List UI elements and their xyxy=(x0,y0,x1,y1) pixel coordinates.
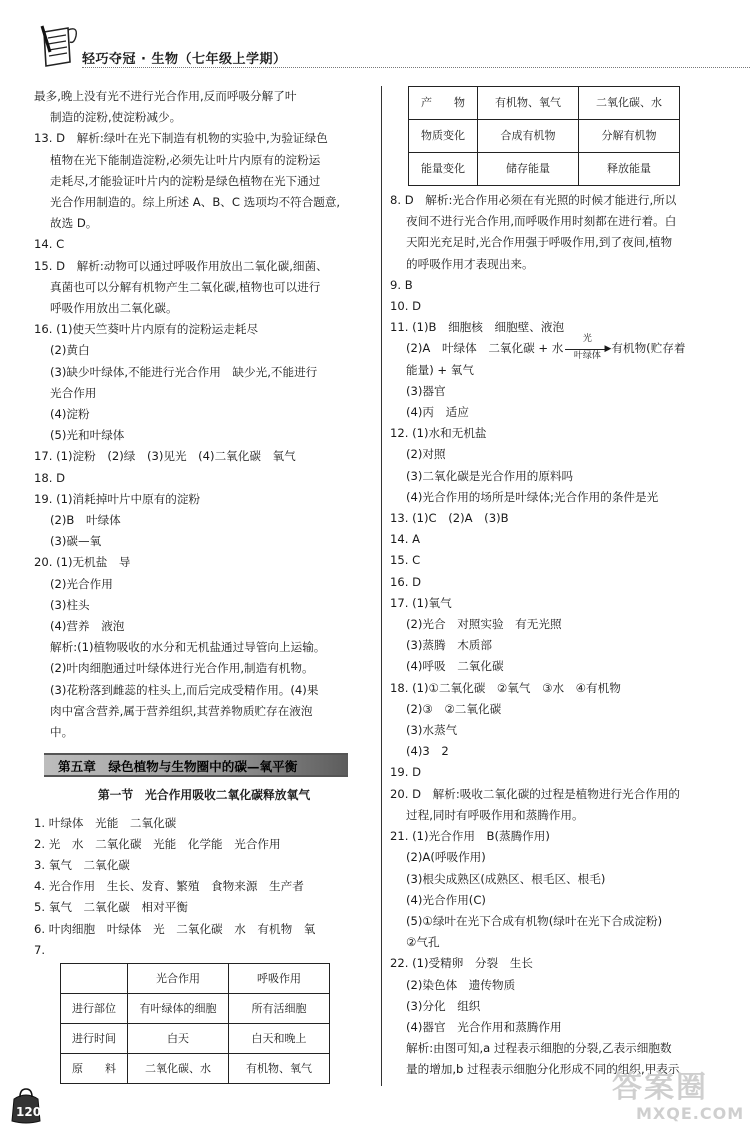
answer-line: 夜间不进行光合作用,而呼吸作用时刻都在进行着。白 xyxy=(406,214,677,229)
comparison-table-continued xyxy=(408,86,680,186)
answer-line: 15. C xyxy=(390,553,421,568)
answer-line: 14. C xyxy=(34,237,65,252)
answer-line: (3)碳—氧 xyxy=(50,534,102,549)
watermark-text: 答案圈 xyxy=(612,1070,708,1105)
answer-line: 量的增加,b 过程表示细胞分化形成不同的组织,甲表示 xyxy=(406,1062,680,1077)
table-row xyxy=(409,153,680,186)
equation-line xyxy=(390,333,735,361)
answer-line: (2)黄白 xyxy=(50,343,90,358)
page-number-badge xyxy=(6,1085,46,1125)
answer-line: 肉中富含营养,属于营养组织,其营养物质贮存在液泡 xyxy=(50,703,313,718)
answer-line: 13. (1)C (2)A (3)B xyxy=(390,511,509,526)
answer-line: (3)柱头 xyxy=(50,597,90,612)
watermark xyxy=(606,1062,746,1130)
table-row xyxy=(61,1023,330,1053)
answer-line: (3)器官 xyxy=(406,383,446,398)
answer-line: 8. D 解析:光合作用必须在有光照的时候才能进行,所以 xyxy=(390,193,677,207)
answer-line: 故选 D。 xyxy=(50,216,98,231)
answer-line: 走耗尽,才能验证叶片内的淀粉是绿色植物在光下通过 xyxy=(50,173,321,188)
table-cell: 二氧化碳、水 xyxy=(128,1053,229,1083)
answer-line: 10. D xyxy=(390,299,422,314)
answer-line: 植物在光下能制造淀粉,必须先让叶片内原有的淀粉运 xyxy=(50,152,321,167)
equation-suffix: 有机物(贮存着 xyxy=(611,341,686,356)
answer-line: 光合作用 xyxy=(50,385,97,400)
answer-line: 3. 氧气 二氧化碳 xyxy=(34,857,130,872)
answer-line: 呼吸作用放出二氧化碳。 xyxy=(50,301,178,316)
table-cell: 有机物、氧气 xyxy=(229,1053,330,1083)
table-cell: 原 料 xyxy=(61,1053,128,1083)
answer-line: 16. D xyxy=(390,574,422,589)
section-heading: 第一节 光合作用吸收二氧化碳释放氧气 xyxy=(97,788,311,803)
answer-line: 6. 叶肉细胞 叶绿体 光 二氧化碳 水 有机物 氧 xyxy=(34,921,316,936)
answer-line: (3)蒸腾 木质部 xyxy=(406,638,492,653)
answer-line: 21. (1)光合作用 B(蒸腾作用) xyxy=(390,829,550,844)
answer-line: 17. (1)氧气 xyxy=(390,595,452,610)
answer-line: 中。 xyxy=(50,725,74,740)
equation-prefix: (2)A 叶绿体 二氧化碳 + 水 xyxy=(406,341,564,356)
answer-line: 16. (1)使天竺葵叶片内原有的淀粉运走耗尽 xyxy=(34,322,259,337)
table-row xyxy=(409,87,680,120)
left-answers-bottom xyxy=(34,813,374,961)
column-divider xyxy=(381,86,382,1086)
answer-line: 天阳光充足时,光合作用强于呼吸作用,到了夜间,植物 xyxy=(406,235,673,250)
answer-line: 13. D 解析:绿叶在光下制造有机物的实验中,为验证绿色 xyxy=(34,131,328,146)
answer-line: (4)丙 适应 xyxy=(406,405,469,420)
book-title: 轻巧夺冠 · 生物（七年级上学期） xyxy=(82,52,287,67)
answer-line: 12. (1)水和无机盐 xyxy=(390,426,487,441)
table-cell: 有机物、氧气 xyxy=(478,87,579,120)
answer-line: 9. B xyxy=(390,277,413,292)
table-header-row xyxy=(61,963,330,993)
page-number: 120 xyxy=(16,1105,42,1119)
arrow-condition-bottom: 叶绿体 xyxy=(573,350,601,361)
page-header xyxy=(38,22,368,70)
answer-line: (4)淀粉 xyxy=(50,407,90,422)
equation-continuation: 能量) + 氧气 xyxy=(406,362,474,377)
table-cell: 白天 xyxy=(128,1023,229,1053)
answer-line: 7. xyxy=(34,942,46,957)
answer-line: 14. A xyxy=(390,532,421,547)
table-cell: 能量变化 xyxy=(409,153,478,186)
answer-line: 15. D 解析:动物可以通过呼吸作用放出二氧化碳,细菌、 xyxy=(34,258,328,273)
header-rule xyxy=(82,67,750,68)
reaction-arrow-icon: 光 ▶ 叶绿体 xyxy=(565,342,609,356)
answer-line: 2. 光 水 二氧化碳 光能 化学能 光合作用 xyxy=(34,836,281,851)
answer-line: 光合作用制造的。综上所述 A、B、C 选项均不符合题意, xyxy=(50,195,341,210)
table-cell: 光合作用 xyxy=(128,963,229,993)
table-cell xyxy=(61,963,128,993)
answer-line: 17. (1)淀粉 (2)绿 (3)见光 (4)二氧化碳 氧气 xyxy=(34,449,296,464)
answer-line: (2)叶肉细胞通过叶绿体进行光合作用,制造有机物。 xyxy=(50,661,314,676)
answer-line: (5)①绿叶在光下合成有机物(绿叶在光下合成淀粉) xyxy=(406,913,663,928)
answer-line: 制造的淀粉,使淀粉减少。 xyxy=(50,110,182,125)
left-column xyxy=(34,86,374,1084)
table-row xyxy=(409,120,680,153)
answer-line: (2)③ ②二氧化碳 xyxy=(406,701,502,716)
answer-line: (4)营养 液泡 xyxy=(50,619,125,634)
answer-line: (2)A(呼吸作用) xyxy=(406,850,486,865)
table-cell: 进行部位 xyxy=(61,993,128,1023)
table-cell: 白天和晚上 xyxy=(229,1023,330,1053)
answer-line: 18. (1)①二氧化碳 ②氧气 ③水 ④有机物 xyxy=(390,680,621,695)
table-cell: 有叶绿体的细胞 xyxy=(128,993,229,1023)
answer-line: (5)光和叶绿体 xyxy=(50,428,125,443)
answer-line: 19. D xyxy=(390,765,422,780)
answer-line: (4)光合作用的场所是叶绿体;光合作用的条件是光 xyxy=(406,489,659,504)
answer-line: ②气孔 xyxy=(406,935,440,950)
answer-line: 19. (1)消耗掉叶片中原有的淀粉 xyxy=(34,491,201,506)
answer-line: 的呼吸作用才表现出来。 xyxy=(406,256,534,271)
answer-line: 1. 叶绿体 光能 二氧化碳 xyxy=(34,815,177,830)
answer-line: 5. 氧气 二氧化碳 相对平衡 xyxy=(34,900,188,915)
answer-line: (3)花粉落到雌蕊的柱头上,而后完成受精作用。(4)果 xyxy=(50,682,319,697)
answer-line: (3)二氧化碳是光合作用的原料吗 xyxy=(406,468,574,483)
comparison-table-7 xyxy=(60,963,330,1084)
right-answers-b xyxy=(390,381,735,1081)
answer-line: (3)缺少叶绿体,不能进行光合作用 缺少光,不能进行 xyxy=(50,364,318,379)
answer-line: 18. D xyxy=(34,470,66,485)
arrow-condition-top: 光 xyxy=(582,333,592,344)
answer-line: (4)呼吸 二氧化碳 xyxy=(406,659,504,674)
watermark-url: MXQE.COM xyxy=(636,1104,745,1123)
answer-line: 22. (1)受精卵 分裂 生长 xyxy=(390,956,533,971)
table-cell: 二氧化碳、水 xyxy=(579,87,680,120)
answer-line: (2)对照 xyxy=(406,447,446,462)
answer-line: (3)根尖成熟区(成熟区、根毛区、根毛) xyxy=(406,871,606,886)
answer-line: (4)器官 光合作用和蒸腾作用 xyxy=(406,1019,562,1034)
answer-line: 4. 光合作用 生长、发育、繁殖 食物来源 生产者 xyxy=(34,879,304,894)
answer-line: (4)3 2 xyxy=(406,744,449,759)
table-row xyxy=(61,993,330,1023)
table-cell: 释放能量 xyxy=(579,153,680,186)
answer-line: (3)分化 组织 xyxy=(406,998,481,1013)
right-answers-a xyxy=(390,190,735,338)
table-cell: 分解有机物 xyxy=(579,120,680,153)
table-cell: 合成有机物 xyxy=(478,120,579,153)
answer-line: (3)水蒸气 xyxy=(406,723,458,738)
table-cell: 进行时间 xyxy=(61,1023,128,1053)
answer-line: 20. (1)无机盐 导 xyxy=(34,555,131,570)
right-column xyxy=(390,86,735,1081)
answer-line: (2)光合作用 xyxy=(50,576,113,591)
answer-line: (2)染色体 遗传物质 xyxy=(406,977,516,992)
answer-line: (2)光合 对照实验 有无光照 xyxy=(406,617,562,632)
table-cell: 物质变化 xyxy=(409,120,478,153)
answer-line: 最多,晚上没有光不进行光合作用,反而呼吸分解了叶 xyxy=(34,89,297,103)
answer-line: (4)光合作用(C) xyxy=(406,892,486,907)
answer-line: 20. D 解析:吸收二氧化碳的过程是植物进行光合作用的 xyxy=(390,786,681,801)
table-row xyxy=(61,1053,330,1083)
answer-line: 过程,同时有呼吸作用和蒸腾作用。 xyxy=(406,807,584,822)
answer-line: 解析:由图可知,a 过程表示细胞的分裂,乙表示细胞数 xyxy=(406,1041,672,1056)
table-cell: 所有活细胞 xyxy=(229,993,330,1023)
table-cell: 呼吸作用 xyxy=(229,963,330,993)
left-answers-top xyxy=(34,86,374,743)
answer-line: (2)B 叶绿体 xyxy=(50,513,121,528)
book-pen-icon xyxy=(38,22,80,68)
answer-line: 11. (1)B 细胞核 细胞壁、液泡 xyxy=(390,320,565,335)
table-cell: 产 物 xyxy=(409,87,478,120)
chapter-heading: 第五章 绿色植物与生物圈中的碳—氧平衡 xyxy=(44,753,348,777)
answer-line: 真菌也可以分解有机物产生二氧化碳,植物也可以进行 xyxy=(50,279,321,294)
table-cell: 储存能量 xyxy=(478,153,579,186)
answer-line: 解析:(1)植物吸收的水分和无机盐通过导管向上运输。 xyxy=(50,640,326,655)
